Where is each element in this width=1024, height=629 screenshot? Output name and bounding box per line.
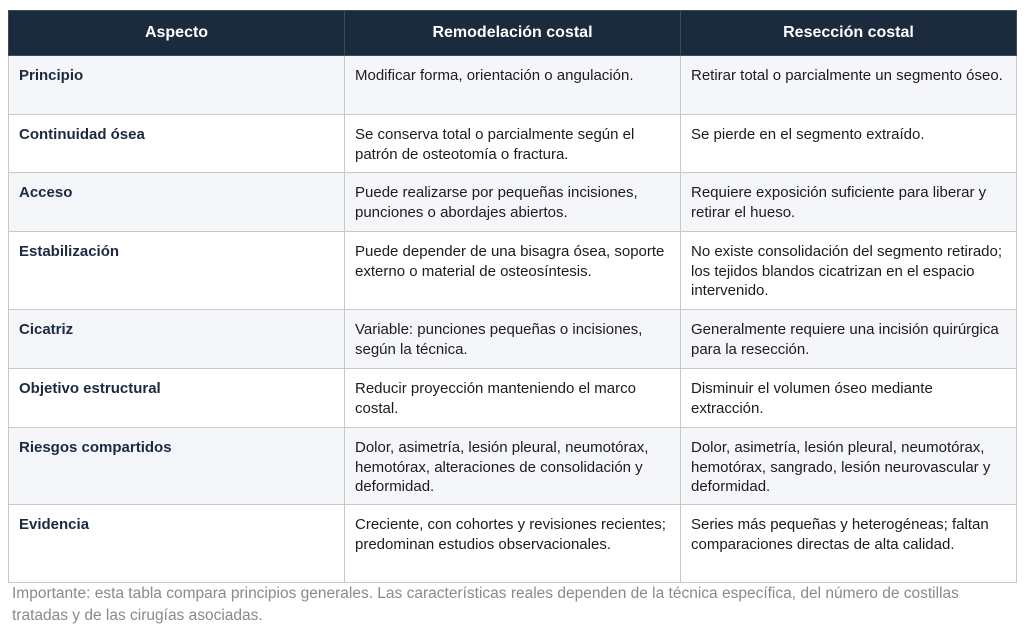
table-row: [9, 369, 1017, 428]
aspect-cell: Acceso: [9, 173, 345, 232]
footnote: Importante: esta tabla compara principios generales. Las características reales dependen de la técnica específica, del número de costillas tratadas y de las cirugías asociadas.: [12, 585, 959, 624]
remodelacion-cell: Dolor, asimetría, lesión pleural, neumotórax, hemotórax, alteraciones de consolidación y deformidad.: [345, 428, 681, 505]
aspect-cell: Principio: [9, 56, 345, 115]
table-body: [9, 56, 1017, 583]
header-reseccion: Resección costal: [681, 11, 1017, 56]
aspect-cell: Evidencia: [9, 505, 345, 583]
table-row: [9, 428, 1017, 505]
remodelacion-cell: Reducir proyección manteniendo el marco costal.: [345, 369, 681, 428]
aspect-cell: Riesgos compartidos: [9, 428, 345, 505]
remodelacion-cell: Modificar forma, orientación o angulación.: [345, 56, 681, 115]
aspect-cell: Cicatriz: [9, 310, 345, 369]
reseccion-cell: No existe consolidación del segmento retirado; los tejidos blandos cicatrizan en el espacio intervenido.: [681, 232, 1017, 310]
header-remodelacion: Remodelación costal: [345, 11, 681, 56]
aspect-cell: Estabilización: [9, 232, 345, 310]
reseccion-cell: Se pierde en el segmento extraído.: [681, 115, 1017, 173]
header-aspecto: Aspecto: [9, 11, 345, 56]
reseccion-cell: Series más pequeñas y heterogéneas; faltan comparaciones directas de alta calidad.: [681, 505, 1017, 583]
remodelacion-cell: Puede depender de una bisagra ósea, soporte externo o material de osteosíntesis.: [345, 232, 681, 310]
table-row: [9, 232, 1017, 310]
table-row: [9, 173, 1017, 232]
table-row: [9, 56, 1017, 115]
header-row: [9, 11, 1017, 56]
table-row: [9, 505, 1017, 583]
aspect-cell: Continuidad ósea: [9, 115, 345, 173]
remodelacion-cell: Variable: punciones pequeñas o incisiones, según la técnica.: [345, 310, 681, 369]
reseccion-cell: Requiere exposición suficiente para liberar y retirar el hueso.: [681, 173, 1017, 232]
reseccion-cell: Disminuir el volumen óseo mediante extracción.: [681, 369, 1017, 428]
table-row: [9, 310, 1017, 369]
remodelacion-cell: Creciente, con cohortes y revisiones recientes; predominan estudios observacionales.: [345, 505, 681, 583]
remodelacion-cell: Se conserva total o parcialmente según el patrón de osteotomía o fractura.: [345, 115, 681, 173]
reseccion-cell: Retirar total o parcialmente un segmento óseo.: [681, 56, 1017, 115]
comparison-table-container: [8, 10, 1016, 583]
remodelacion-cell: Puede realizarse por pequeñas incisiones, punciones o abordajes abiertos.: [345, 173, 681, 232]
reseccion-cell: Dolor, asimetría, lesión pleural, neumotórax, hemotórax, sangrado, lesión neurovascular y deformidad.: [681, 428, 1017, 505]
table-row: [9, 115, 1017, 173]
table-header: [9, 11, 1017, 56]
reseccion-cell: Generalmente requiere una incisión quirúrgica para la resección.: [681, 310, 1017, 369]
comparison-table: [8, 10, 1017, 583]
aspect-cell: Objetivo estructural: [9, 369, 345, 428]
